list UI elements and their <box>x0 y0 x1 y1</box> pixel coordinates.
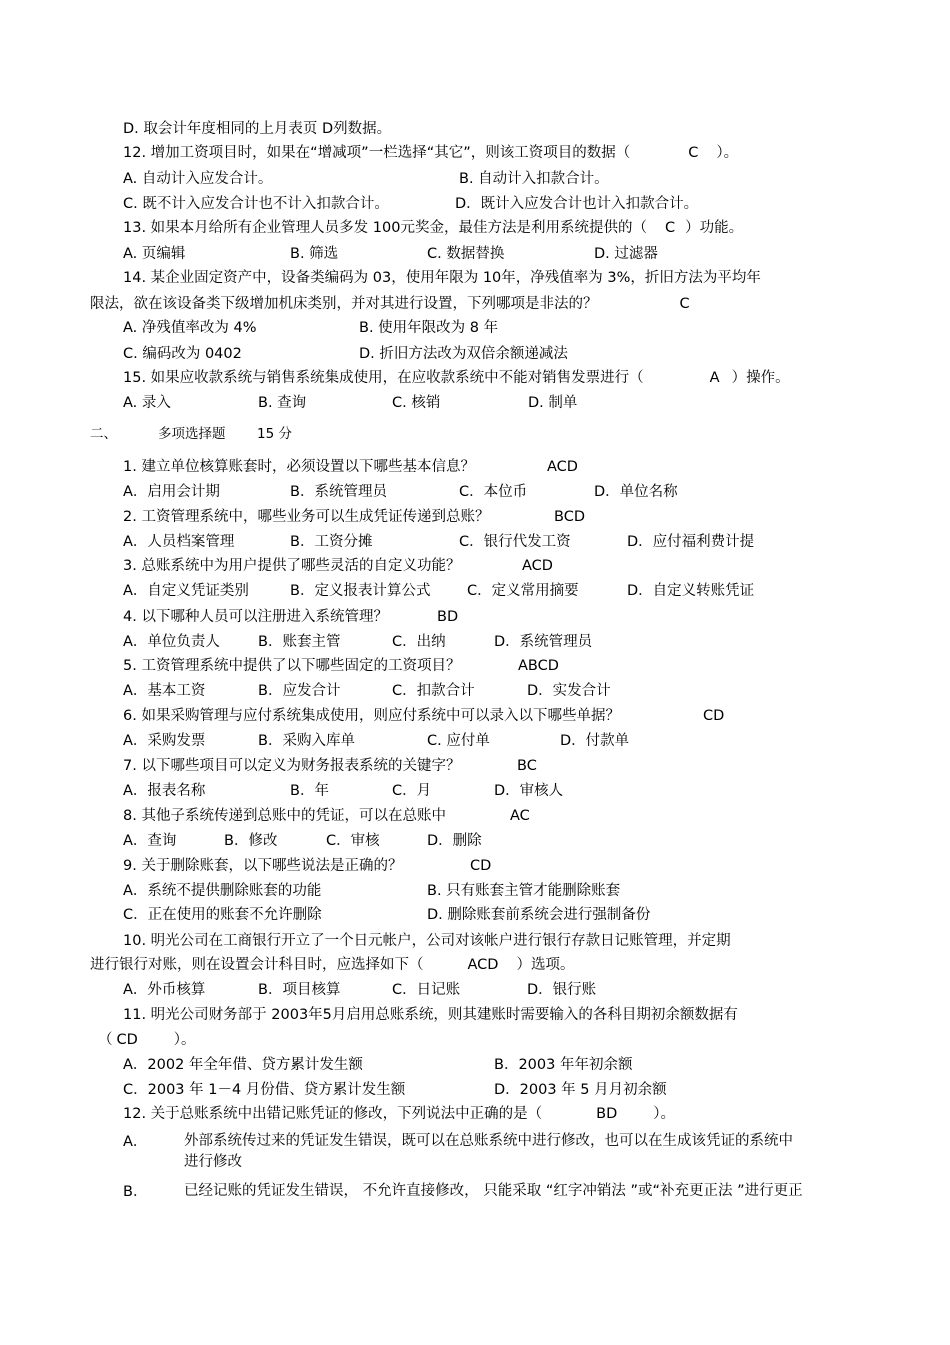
option-b-text: 已经记账的凭证发生错误， 不允许直接修改， 只能采取 “红字冲销法 ”或“补充更正法 ”进行更正 <box>184 1183 803 1199</box>
option-d: D．应付福利费计提 <box>627 534 755 550</box>
answer: A <box>709 370 720 386</box>
option-b: B．定义报表计算公式 <box>290 583 431 599</box>
option-d-continued: D. 取会计年度相同的上月表页 D列数据。 <box>123 121 392 137</box>
answer: C <box>679 296 690 312</box>
option-d: D．银行账 <box>527 982 597 998</box>
option-c: C．日记账 <box>392 982 461 998</box>
option-b: B．应发合计 <box>258 683 341 699</box>
option-c: C. 核销 <box>392 395 441 411</box>
option-b: B. 使用年限改为 8 年 <box>359 320 499 336</box>
option-c: C．扣款合计 <box>392 683 475 699</box>
question-multi-7: 7. 以下哪些项目可以定义为财务报表系统的关键字？ <box>123 758 461 774</box>
answer: BC <box>517 758 537 774</box>
question-multi-9: 9. 关于删除账套，以下哪些说法是正确的？ <box>123 858 403 874</box>
question-multi-11-line2 <box>98 1031 196 1049</box>
answer: AC <box>510 808 530 824</box>
option-d: D．单位名称 <box>594 484 678 500</box>
option-b: B．工资分摊 <box>290 534 373 550</box>
option-d: D．系统管理员 <box>494 634 593 650</box>
question-multi-6: 6. 如果采购管理与应付系统集成使用，则应付系统中可以录入以下哪些单据？ <box>123 708 620 724</box>
option-a: A．外币核算 <box>123 982 206 998</box>
question-single-14-line2 <box>90 295 690 313</box>
option-a: A. 自动计入应发合计。 <box>123 171 273 187</box>
option-b: B．项目核算 <box>258 982 341 998</box>
option-c: C．定义常用摘要 <box>467 583 579 599</box>
answer: ACD <box>467 957 499 973</box>
question-multi-3: 3. 总账系统中为用户提供了哪些灵活的自定义功能？ <box>123 558 461 574</box>
question-single-12 <box>123 144 738 162</box>
option-a: A．采购发票 <box>123 733 206 749</box>
option-b: B．2003 年年初余额 <box>494 1057 633 1073</box>
option-b: B. 只有账套主管才能删除账套 <box>427 883 621 899</box>
option-b: B. 自动计入扣款合计。 <box>459 171 609 187</box>
option-d: D．审核人 <box>494 783 564 799</box>
question-open: （ <box>98 1032 113 1048</box>
answer: BD <box>596 1106 618 1122</box>
option-a: A．自定义凭证类别 <box>123 583 249 599</box>
option-a: A．人员档案管理 <box>123 534 235 550</box>
option-a-label: A． <box>123 1134 148 1150</box>
question-tail: ）功能。 <box>685 220 744 236</box>
option-a: A．报表名称 <box>123 783 206 799</box>
option-b: B．年 <box>290 783 329 799</box>
option-d: D．付款单 <box>560 733 630 749</box>
option-d: D．删除 <box>427 833 482 849</box>
answer: BCD <box>554 509 585 525</box>
option-d: D．实发合计 <box>527 683 611 699</box>
option-c: C．审核 <box>326 833 380 849</box>
question-stem: 15. 如果应收款系统与销售系统集成使用，在应收款系统中不能对销售发票进行（ <box>123 370 644 386</box>
option-a: A. 页编辑 <box>123 246 186 262</box>
question-tail: ）选项。 <box>516 957 575 973</box>
option-d: D. 折旧方法改为双倍余额递减法 <box>359 346 568 362</box>
option-b: B．账套主管 <box>258 634 341 650</box>
option-a: A．2002 年全年借、贷方累计发生额 <box>123 1057 363 1073</box>
question-multi-2: 2. 工资管理系统中，哪些业务可以生成凭证传递到总账？ <box>123 509 490 525</box>
option-d: D. 制单 <box>528 395 578 411</box>
question-multi-8: 8. 其他子系统传递到总账中的凭证，可以在总账中 <box>123 808 446 824</box>
option-b-label: B． <box>123 1184 148 1200</box>
option-a: A. 录入 <box>123 395 171 411</box>
option-a: A．基本工资 <box>123 683 206 699</box>
option-a: A．启用会计期 <box>123 484 220 500</box>
answer: C <box>688 145 699 161</box>
option-c: C．出纳 <box>392 634 446 650</box>
answer: CD <box>470 858 492 874</box>
section-number: 二、 <box>90 426 117 442</box>
option-c: C．本位币 <box>459 484 528 500</box>
question-multi-1: 1. 建立单位核算账套时，必须设置以下哪些基本信息？ <box>123 459 475 475</box>
question-multi-4: 4. 以下哪种人员可以注册进入系统管理？ <box>123 609 388 625</box>
option-c: C. 既不计入应发合计也不计入扣款合计。 <box>123 196 389 212</box>
question-tail: ）操作。 <box>731 370 790 386</box>
answer: CD <box>116 1032 138 1048</box>
question-stem: 12. 关于总账系统中出错记账凭证的修改，下列说法中正确的是（ <box>123 1106 543 1122</box>
question-multi-10-line2 <box>90 956 574 974</box>
question-tail: ）。 <box>173 1032 196 1048</box>
option-a: A．单位负责人 <box>123 634 220 650</box>
question-multi-5: 5. 工资管理系统中提供了以下哪些固定的工资项目？ <box>123 658 461 674</box>
option-d: D．2003 年 5 月月初余额 <box>494 1082 667 1098</box>
question-multi-10: 10. 明光公司在工商银行开立了一个日元帐户，公司对该帐户进行银行存款日记账管理，并定期 <box>123 933 731 949</box>
question-stem: 13. 如果本月给所有企业管理人员多发 100元奖金，最佳方法是利用系统提供的（ <box>123 220 647 236</box>
option-a: A. 净残值率改为 4% <box>123 320 257 336</box>
question-tail: ）。 <box>716 145 739 161</box>
option-d: D. 删除账套前系统会进行强制备份 <box>427 907 651 923</box>
option-c: C. 编码改为 0402 <box>123 346 242 362</box>
question-multi-11: 11. 明光公司财务部于 2003年5月启用总账系统，则其建账时需要输入的各科目期初余额数据有 <box>123 1007 738 1023</box>
option-d: D. 过滤器 <box>594 246 658 262</box>
answer: ABCD <box>518 658 559 674</box>
option-c: C. 数据替换 <box>427 246 505 262</box>
option-b: B. 筛选 <box>290 246 339 262</box>
question-tail: ）。 <box>653 1106 676 1122</box>
question-stem: 12. 增加工资项目时，如果在“增减项”一栏选择“其它”，则该工资项目的数据（ <box>123 145 631 161</box>
option-c: C．2003 年 1－4 月份借、贷方累计发生额 <box>123 1082 406 1098</box>
option-c: C．正在使用的账套不允许删除 <box>123 907 322 923</box>
section-title: 多项选择题 <box>158 426 226 442</box>
question-single-14: 14. 某企业固定资产中，设备类编码为 03，使用年限为 10年，净残值率为 3%，折旧方法为平均年 <box>123 270 761 286</box>
option-a: A．查询 <box>123 833 177 849</box>
option-d: D．既计入应发合计也计入扣款合计。 <box>455 196 699 212</box>
section-score: 15 分 <box>257 426 292 442</box>
option-c: C．月 <box>392 783 432 799</box>
answer: C <box>664 220 676 236</box>
question-multi-12 <box>123 1105 675 1123</box>
question-stem: 进行银行对账，则在设置会计科目时，应选择如下（ <box>90 957 424 973</box>
option-a-text: 外部系统传过来的凭证发生错误，既可以在总账系统中进行修改，也可以在生成该凭证的系统中进行修改 <box>184 1133 793 1170</box>
option-d: D．自定义转账凭证 <box>627 583 755 599</box>
answer: BD <box>437 609 459 625</box>
answer: ACD <box>522 558 553 574</box>
option-b: B．系统管理员 <box>290 484 387 500</box>
option-c: C．银行代发工资 <box>459 534 571 550</box>
option-c: C. 应付单 <box>427 733 490 749</box>
option-b: B．修改 <box>224 833 278 849</box>
option-a: A．系统不提供删除账套的功能 <box>123 883 322 899</box>
question-single-15 <box>123 369 790 387</box>
answer: ACD <box>547 459 578 475</box>
answer: CD <box>703 708 725 724</box>
question-stem: 限法，欲在该设备类下级增加机床类别，并对其进行设置，下列哪项是非法的？ <box>90 296 598 312</box>
option-b: B．采购入库单 <box>258 733 355 749</box>
option-b: B. 查询 <box>258 395 307 411</box>
question-single-13 <box>123 219 743 237</box>
